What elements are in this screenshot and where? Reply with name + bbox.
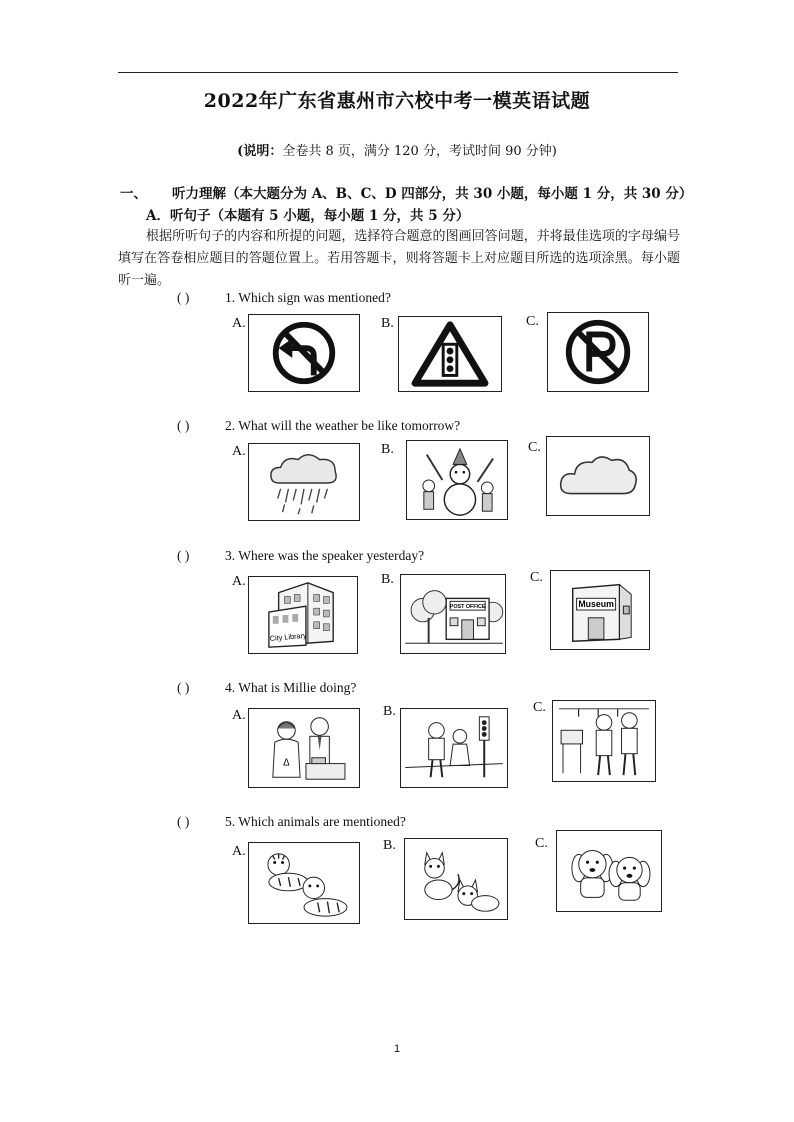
- building-sign: City Library: [269, 630, 307, 643]
- answer-blank[interactable]: ( ): [177, 548, 190, 563]
- question-text: 3. Where was the speaker yesterday?: [225, 548, 425, 563]
- question-2: [177, 418, 460, 434]
- rain-cloud-icon[interactable]: [248, 443, 360, 521]
- people-in-bus-icon[interactable]: [552, 700, 656, 782]
- option-letter: B.: [383, 838, 396, 853]
- answer-blank[interactable]: ( ): [177, 680, 190, 695]
- instructions: 根据所听句子的内容和所提的问题，选择符合题意的图画回答问题，并将最佳选项的字母编号填写在答卷相应题目的答题位置上。若用答题卡，则将答题卡上对应题目所选的选项涂黑。每小题听一遍。: [118, 229, 680, 288]
- cloud-icon[interactable]: [546, 436, 650, 516]
- answer-blank[interactable]: ( ): [177, 814, 190, 829]
- option-letter: C.: [530, 570, 543, 585]
- no-parking-sign-icon[interactable]: [547, 312, 649, 392]
- city-library-building-icon[interactable]: [248, 576, 358, 654]
- exam-title: 2022年广东省惠州市六校中考一模英语试题: [203, 90, 591, 112]
- question-1: [177, 290, 391, 306]
- question-text: 2. What will the weather be like tomorrow?: [225, 418, 461, 433]
- traffic-light-warning-sign-icon[interactable]: [398, 316, 502, 392]
- building-sign: Museum: [578, 599, 614, 610]
- answer-blank[interactable]: ( ): [177, 418, 190, 433]
- question-text: 4. What is Millie doing?: [225, 680, 357, 695]
- option-letter: C.: [535, 836, 548, 851]
- question-text: 5. Which animals are mentioned?: [225, 814, 406, 829]
- part-a-heading: A．听句子（本题有 5 小题，每小题 1 分，共 5 分）: [146, 208, 470, 224]
- page-number: 1: [393, 1043, 401, 1055]
- option-letter: B.: [381, 572, 394, 587]
- answer-blank[interactable]: ( ): [177, 290, 190, 305]
- option-letter: C.: [526, 314, 539, 329]
- section-title: 听力理解（本大题分为 A、B、C、D 四部分，共 30 小题，每小题 1 分，共 30 分）: [172, 186, 693, 202]
- option-letter: A.: [232, 708, 246, 723]
- svg-text:Δ: Δ: [283, 757, 290, 769]
- no-left-turn-sign-icon[interactable]: [248, 314, 360, 392]
- people-at-traffic-light-icon[interactable]: [400, 708, 508, 788]
- option-letter: C.: [528, 440, 541, 455]
- girl-and-man-at-table-icon[interactable]: [248, 708, 360, 788]
- section-number: 一、: [120, 186, 147, 202]
- snowman-children-icon[interactable]: [406, 440, 508, 520]
- dogs-icon[interactable]: [556, 830, 662, 912]
- question-3: [177, 548, 424, 564]
- option-letter: A.: [232, 574, 246, 589]
- top-rule: [118, 72, 678, 73]
- question-5: [177, 814, 406, 830]
- option-letter: B.: [383, 704, 396, 719]
- section-heading: [120, 182, 692, 202]
- option-letter: C.: [533, 700, 546, 715]
- cats-icon[interactable]: [404, 838, 508, 920]
- option-letter: A.: [232, 316, 246, 331]
- museum-building-icon[interactable]: [550, 570, 650, 650]
- option-letter: A.: [232, 444, 246, 459]
- option-letter: A.: [232, 844, 246, 859]
- building-sign: POST OFFICE: [449, 604, 486, 611]
- exam-note: [0, 140, 794, 159]
- question-text: 1. Which sign was mentioned?: [225, 290, 391, 305]
- option-letter: B.: [381, 442, 394, 457]
- option-letter: B.: [381, 316, 394, 331]
- question-4: [177, 680, 356, 696]
- tigers-icon[interactable]: [248, 842, 360, 924]
- note-text: 全卷共 8 页，满分 120 分，考试时间 90 分钟): [282, 144, 557, 159]
- note-label: (说明：: [237, 144, 283, 159]
- post-office-building-icon[interactable]: [400, 574, 506, 654]
